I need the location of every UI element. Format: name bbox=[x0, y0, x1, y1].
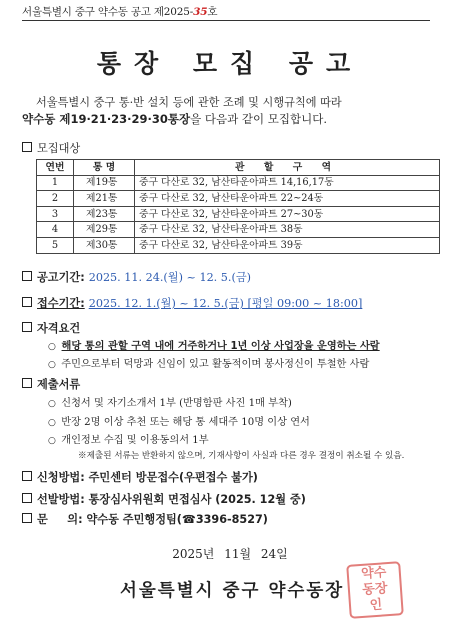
recruit-table bbox=[36, 159, 440, 254]
notice-period-label: 공고기간: bbox=[37, 271, 85, 284]
document-text: 신청서 및 자기소개서 1부 (반명함판 사진 1매 부착) bbox=[61, 398, 292, 409]
notice-header bbox=[22, 4, 217, 19]
cell-index: 3 bbox=[37, 206, 74, 222]
section-recruit bbox=[22, 140, 80, 156]
col-header-tong: 통 명 bbox=[74, 160, 135, 176]
checkbox-square-icon bbox=[22, 493, 32, 503]
receipt-period-value: 2025. 12. 1.(월) ~ 12. 5.(금) [평일 09:00 ~ 18:00] bbox=[88, 297, 363, 310]
apply-method-text: 신청방법: 주민센터 방문접수(우편접수 불가) bbox=[37, 471, 258, 484]
section-apply-method bbox=[22, 469, 258, 485]
cell-index: 1 bbox=[37, 175, 74, 191]
header-rule bbox=[22, 20, 430, 21]
intro-target: 약수동 제19·21·23·29·30통장 bbox=[22, 112, 191, 126]
section-label: 모집대상 bbox=[37, 142, 81, 155]
bullet-circle-icon: ○ bbox=[48, 418, 56, 428]
qualification-item-1 bbox=[48, 337, 380, 352]
checkbox-square-icon bbox=[22, 322, 32, 332]
intro-line-1: 서울특별시 중구 통·반 설치 등에 관한 조례 및 시행규칙에 따라 bbox=[36, 96, 342, 109]
cell-index: 2 bbox=[37, 191, 74, 207]
col-header-index: 연번 bbox=[37, 160, 74, 176]
document-item-2 bbox=[48, 413, 310, 428]
seal-text: 약수동장인 bbox=[360, 565, 389, 614]
bullet-circle-icon: ○ bbox=[48, 399, 56, 409]
bullet-circle-icon: ○ bbox=[48, 436, 56, 446]
cell-area: 중구 다산로 32, 남산타운아파트 38동 bbox=[135, 222, 440, 238]
cell-tong: 제19통 bbox=[74, 175, 135, 191]
document-title: 통장 모집 공고 bbox=[96, 49, 364, 78]
document-text: 개인정보 수집 및 이용동의서 1부 bbox=[61, 435, 209, 446]
bullet-circle-icon: ○ bbox=[48, 360, 56, 370]
documents-note: ※제출된 서류는 반환하지 않으며, 기재사항이 사실과 다른 경우 결정이 취소될 수 있음. bbox=[78, 451, 405, 461]
table-row bbox=[37, 237, 440, 253]
selection-method-text: 선발방법: 통장심사위원회 면접심사 (2025. 12월 중) bbox=[37, 493, 306, 506]
document-item-1 bbox=[48, 394, 292, 409]
cell-tong: 제21통 bbox=[74, 191, 135, 207]
section-qualification bbox=[22, 320, 80, 336]
document-text: 반장 2명 이상 추천 또는 해당 통 세대주 10명 이상 연서 bbox=[61, 417, 310, 428]
checkbox-square-icon bbox=[22, 471, 32, 481]
bullet-circle-icon: ○ bbox=[48, 342, 56, 352]
section-notice-period bbox=[22, 269, 251, 285]
table-row bbox=[37, 222, 440, 238]
cell-index: 5 bbox=[37, 237, 74, 253]
notice-period-value: 2025. 11. 24.(월) ~ 12. 5.(금) bbox=[88, 271, 252, 284]
cell-area: 중구 다산로 32, 남산타운아파트 39동 bbox=[135, 237, 440, 253]
header-text: 서울특별시 중구 약수동 공고 제2025- bbox=[22, 6, 194, 18]
cell-area: 중구 다산로 32, 남산타운아파트 27~30동 bbox=[135, 206, 440, 222]
qualification-text: 해당 통의 관할 구역 내에 거주하거나 1년 이상 사업장을 운영하는 사람 bbox=[61, 341, 380, 352]
qualification-item-2 bbox=[48, 355, 369, 370]
checkbox-square-icon bbox=[22, 271, 32, 281]
col-header-area: 관 할 구 역 bbox=[135, 160, 440, 176]
table-row bbox=[37, 191, 440, 207]
table-row bbox=[37, 175, 440, 191]
section-selection-method bbox=[22, 491, 306, 507]
checkbox-square-icon bbox=[22, 297, 32, 307]
official-seal-stamp bbox=[346, 561, 404, 619]
table-header-row bbox=[37, 160, 440, 176]
section-contact bbox=[22, 511, 268, 527]
checkbox-square-icon bbox=[22, 142, 32, 152]
qualification-label: 자격요건 bbox=[37, 322, 81, 335]
cell-tong: 제30통 bbox=[74, 237, 135, 253]
documents-label: 제출서류 bbox=[37, 378, 81, 391]
cell-area: 중구 다산로 32, 남산타운아파트 22~24동 bbox=[135, 191, 440, 207]
issue-date: 2025년 11월 24일 bbox=[172, 547, 288, 561]
section-receipt-period bbox=[22, 295, 362, 311]
table-row bbox=[37, 206, 440, 222]
intro-rest: 을 다음과 같이 모집합니다. bbox=[190, 112, 327, 126]
header-suffix: 호 bbox=[207, 6, 218, 18]
checkbox-square-icon bbox=[22, 378, 32, 388]
checkbox-square-icon bbox=[22, 513, 32, 523]
document-item-3 bbox=[48, 431, 209, 446]
cell-area: 중구 다산로 32, 남산타운아파트 14,16,17동 bbox=[135, 175, 440, 191]
receipt-period-label: 접수기간: bbox=[37, 297, 85, 310]
cell-tong: 제29통 bbox=[74, 222, 135, 238]
qualification-text: 주민으로부터 덕망과 신임이 있고 활동적이며 봉사정신이 투철한 사람 bbox=[61, 359, 370, 370]
section-documents bbox=[22, 376, 80, 392]
issuer-signature: 서울특별시 중구 약수동장 bbox=[120, 581, 345, 601]
notice-number: 35 bbox=[193, 6, 208, 18]
contact-text: 문 의: 약수동 주민행정팀(☎3396-8527) bbox=[37, 513, 268, 526]
cell-tong: 제23통 bbox=[74, 206, 135, 222]
intro-line-2 bbox=[22, 111, 327, 127]
cell-index: 4 bbox=[37, 222, 74, 238]
